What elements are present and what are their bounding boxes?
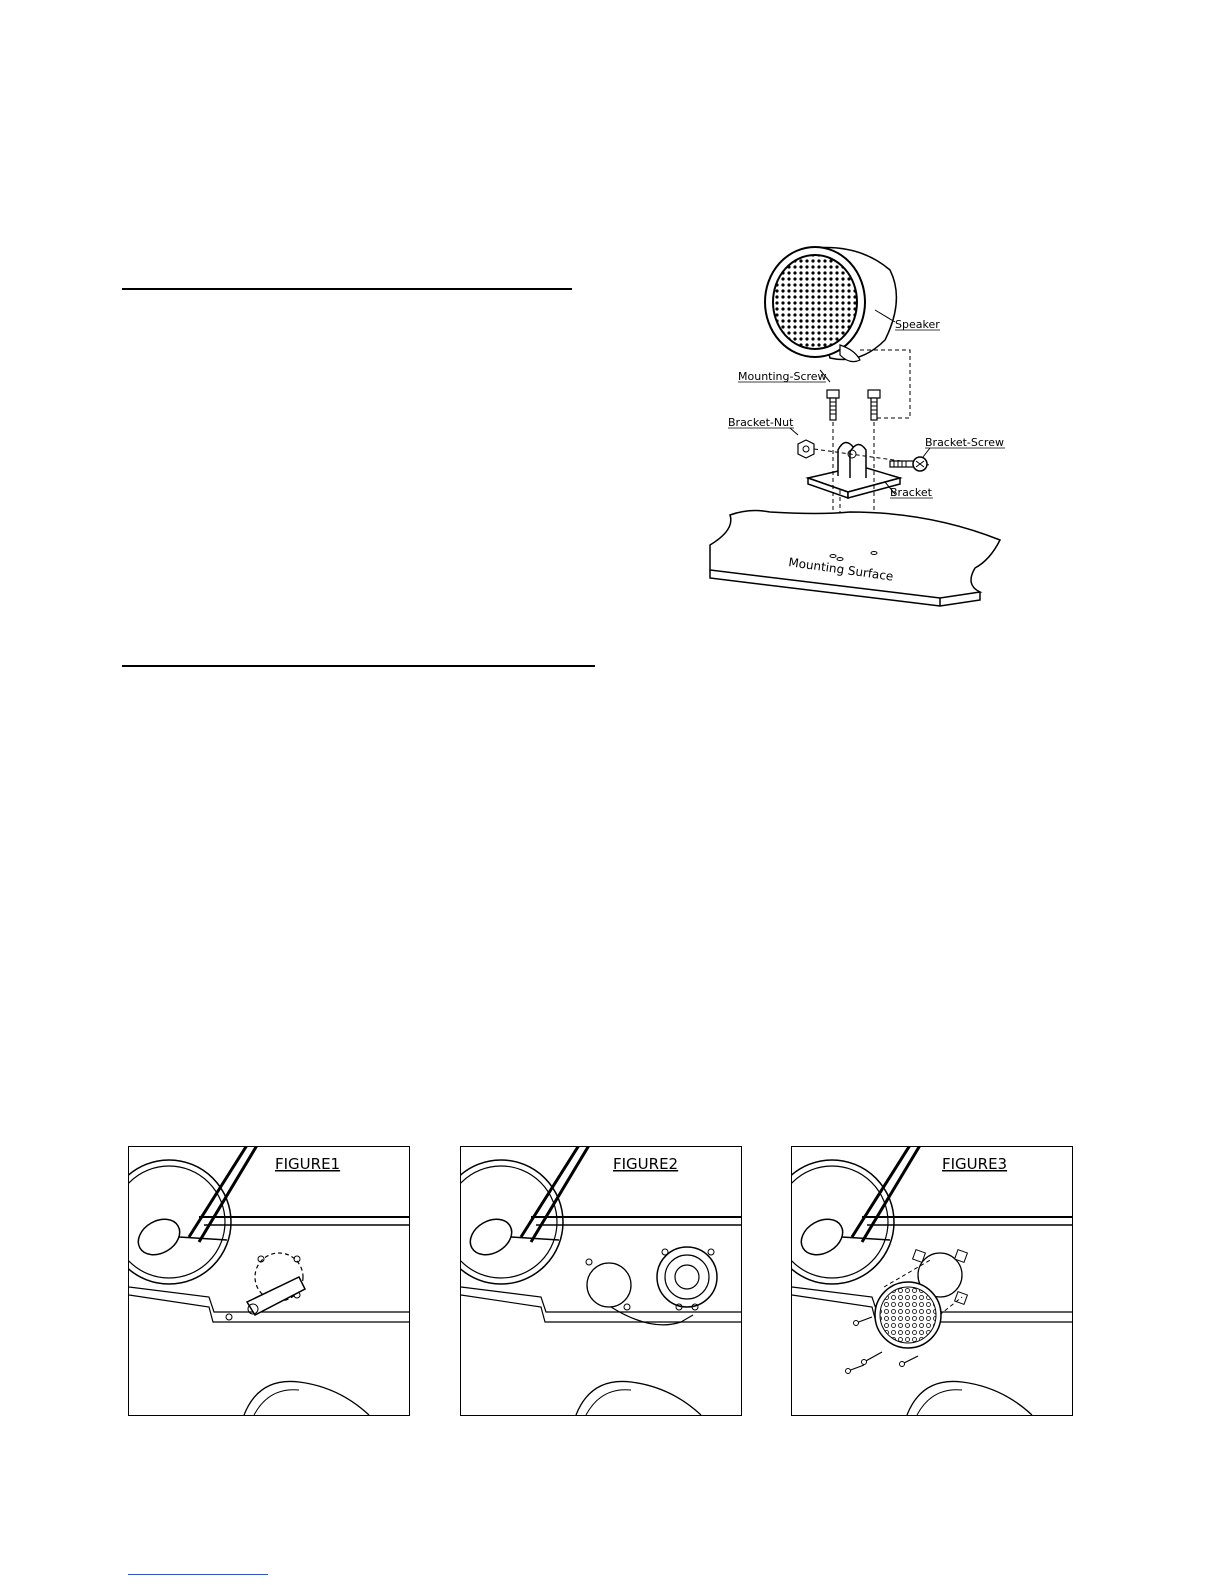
label-speaker: Speaker [895,318,940,331]
figure-3 [791,1146,1073,1416]
cutout-hole [586,1259,631,1310]
speaker-illustration [765,247,896,362]
bracket-illustration [808,442,900,498]
label-bracket: Bracket [890,486,932,499]
mounting-screw-illustration [827,390,880,420]
figure-1 [128,1146,410,1416]
bracket-screw-illustration [890,457,927,471]
label-mounting-screw: Mounting-Screw [738,370,827,383]
bracket-nut-illustration [798,440,814,458]
dashboard-illustration [129,1147,409,1415]
label-bracket-screw: Bracket-Screw [925,436,1004,449]
label-bracket-nut: Bracket-Nut [728,416,794,429]
figure-1-title: FIGURE1 [275,1155,341,1173]
footer-link-underline[interactable] [128,1574,268,1575]
mounting-diagram [690,240,1040,620]
figure-2 [460,1146,742,1416]
mounting-surface-illustration [710,511,1000,606]
jigsaw-tool-icon [247,1277,305,1315]
section-rule-middle [122,665,595,667]
label-mounting-surface: Mounting Surface [787,555,895,584]
speaker-grill-illustration [875,1282,941,1348]
figure-3-title: FIGURE3 [942,1155,1008,1173]
section-rule-top [122,288,572,290]
figure-2-title: FIGURE2 [613,1155,679,1173]
